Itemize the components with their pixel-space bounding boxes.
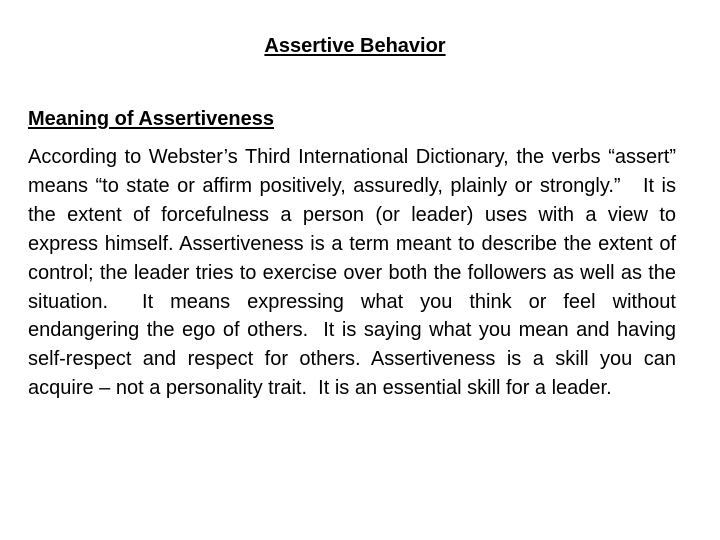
page-title: Assertive Behavior (264, 35, 446, 57)
section-heading: Meaning of Assertiveness (28, 108, 275, 130)
body-paragraph: According to Webster’s Third International Dictionary, the verbs “assert” means “to state or affirm positively, assuredly, plainly or strongly.” It is the extent of forcefulness a person (or leader) uses with a view to express himself. Assertiveness is a term meant to describe the extent of control; the leader tries to exercise over both the followers as well as the situation. It means expressing what you think or feel without endangering the ego of others. It is saying what you mean and having self-respect and respect for others. Assertiveness is a skill you can acquire – not a personality trait. It is an essential skill for a leader. (28, 146, 682, 400)
